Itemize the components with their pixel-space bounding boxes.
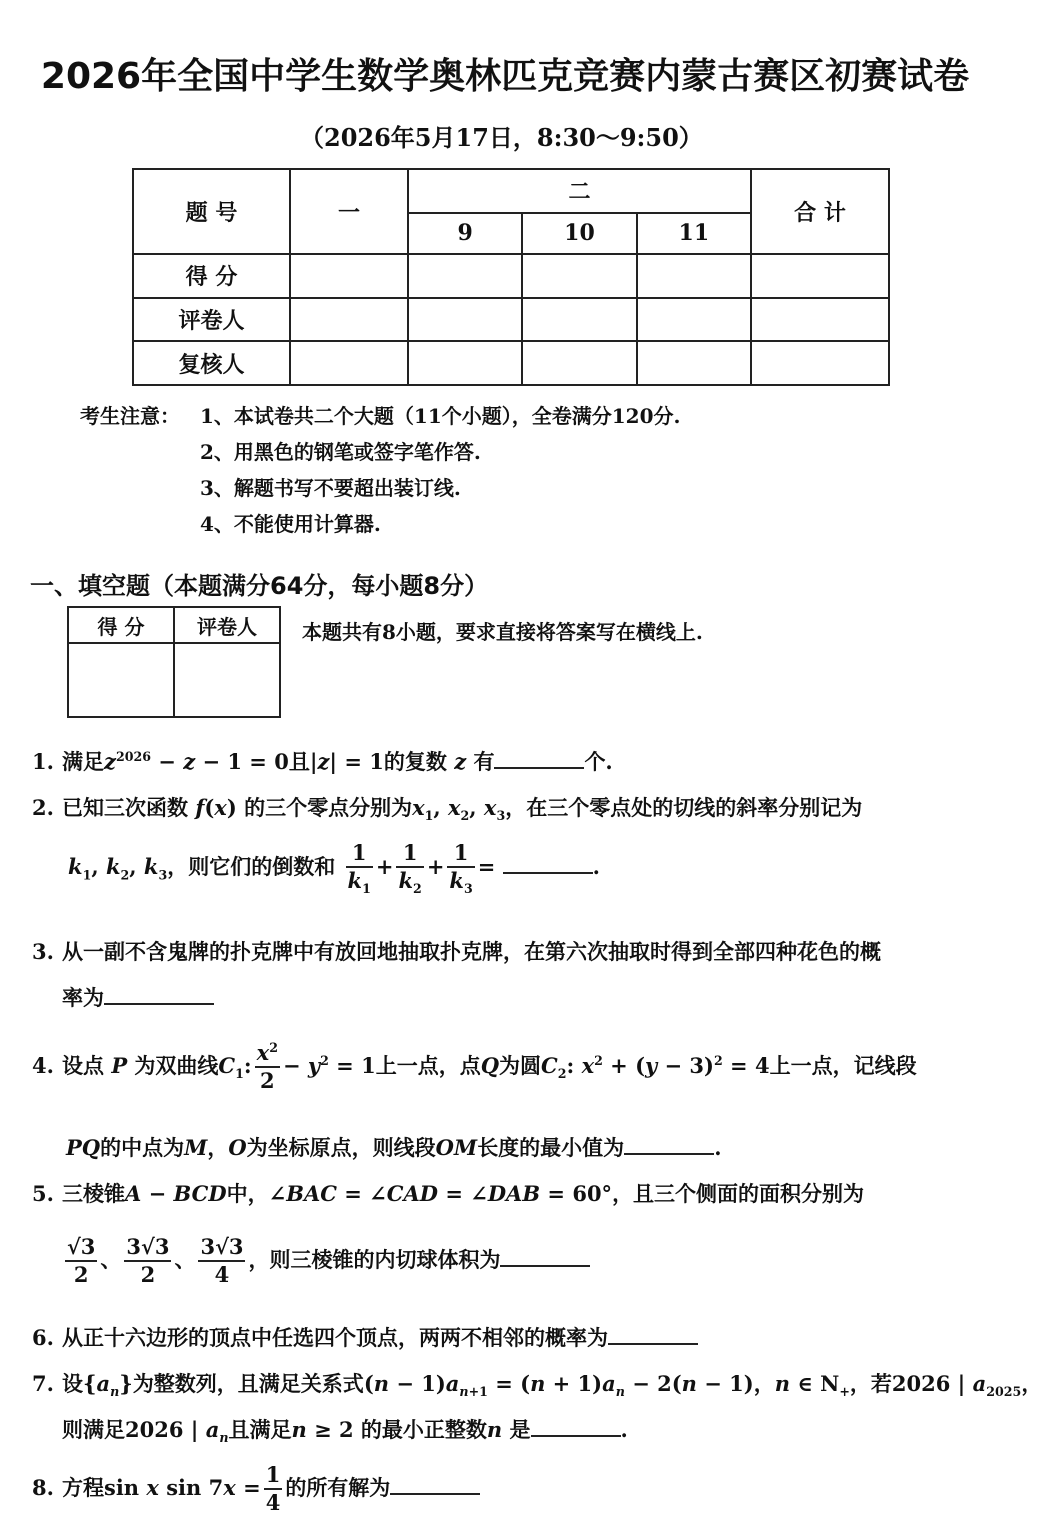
row-grader-label: 评卷人 (133, 298, 290, 342)
score-cell[interactable] (522, 254, 636, 298)
col-total-cell: 合 计 (751, 169, 889, 254)
sub-col-10: 10 (522, 213, 636, 254)
score-cell[interactable] (522, 341, 636, 385)
answer-blank[interactable] (624, 1132, 714, 1155)
small-grader-cell[interactable] (174, 643, 280, 717)
section-score-table (67, 606, 281, 718)
score-table (132, 168, 890, 386)
score-cell[interactable] (290, 254, 408, 298)
question-4: 4. 设点 P 为双曲线$C_1$: $\frac{x^2}{2}$ − $y^2 = 1$上一点，点Q为圆$C_2$: $x^2 + (y - 3)^2 = 4$上一点，记线段 (32, 1040, 917, 1094)
question-2: 2. 已知三次函数 f(x) 的三个零点分别为$x_1$, $x_2$, $x_3$，在三个零点处的切线的斜率分别记为 (32, 795, 863, 824)
score-cell[interactable] (290, 341, 408, 385)
row-reviewer-label: 复核人 (133, 341, 290, 385)
question-3: 3. 从一副不含鬼牌的扑克牌中有放回地抽取扑克牌，在第六次抽取时得到全部四种花色的概 (32, 939, 881, 964)
score-cell[interactable] (408, 341, 522, 385)
exam-title: 2026年全国中学生数学奥林匹克竞赛内蒙古赛区初赛试卷 (40, 56, 970, 97)
question-5: 5. 三棱锥A − BCD中，∠BAC = ∠CAD = ∠DAB = 60°，且三个侧面的面积分别为 (32, 1181, 865, 1206)
score-cell[interactable] (408, 298, 522, 342)
section-instruction: 本题共有8小题，要求直接将答案写在横线上. (302, 620, 703, 644)
section-title: 一、填空题（本题满分64分，每小题8分） (30, 572, 489, 600)
note-item: 1、本试卷共二个大题（11个小题），全卷满分120分. (200, 404, 681, 428)
question-6: 6. 从正十六边形的顶点中任选四个顶点，两两不相邻的概率为 (32, 1322, 698, 1352)
note-item: 3、解题书写不要超出装订线. (200, 476, 461, 500)
score-cell[interactable] (408, 254, 522, 298)
score-cell[interactable] (522, 298, 636, 342)
small-score-label: 得 分 (68, 607, 174, 643)
small-score-cell[interactable] (68, 643, 174, 717)
col-two-cell: 二 (408, 169, 751, 213)
question-2-cont: $k_1$, $k_2$, $k_3$，则它们的倒数和 $\frac{1}{k_1}$ + $\frac{1}{k_2}$ + $\frac{1}{k_3}$ = . (68, 840, 600, 897)
score-cell[interactable] (290, 298, 408, 342)
row-header-cell: 题 号 (133, 169, 290, 254)
score-cell[interactable] (637, 254, 751, 298)
question-7-cont: 则满足2026 | $a_n$且满足n ≥ 2 的最小正整数n 是 . (62, 1414, 628, 1445)
score-cell[interactable] (751, 254, 889, 298)
note-item: 4、不能使用计算器. (200, 512, 381, 536)
candidate-notes (80, 400, 680, 544)
question-3-cont: 率为 (62, 982, 214, 1012)
note-item: 2、用黑色的钢笔或签字笔作答. (200, 440, 481, 464)
col-one-cell: 一 (290, 169, 408, 254)
sub-col-11: 11 (637, 213, 751, 254)
small-grader-label: 评卷人 (174, 607, 280, 643)
answer-blank[interactable] (503, 851, 593, 874)
answer-blank[interactable] (494, 746, 584, 769)
question-5-cont: $\frac{√3}{2}$ 、 $\frac{3√3}{2}$ 、 $\frac{3√3}{4}$ ，则三棱锥的内切球体积为 (62, 1234, 590, 1289)
score-cell[interactable] (751, 341, 889, 385)
question-7: 7. 设$\{a_n\}$为整数列，且满足关系式$(n - 1)a_{n+1} = (n + 1)a_n - 2(n - 1)$，n ∈ $N_+$，若2026 | $a_{2025}$， (32, 1371, 1042, 1400)
answer-blank[interactable] (500, 1244, 590, 1267)
exam-time: （2026年5月17日，8:30～9:50） (300, 123, 703, 152)
notes-label: 考生注意： (80, 404, 180, 428)
score-cell[interactable] (637, 298, 751, 342)
answer-blank[interactable] (104, 982, 214, 1005)
question-4-cont: PQ的中点为M，O为坐标原点，则线段OM长度的最小值为 . (66, 1132, 722, 1162)
answer-blank[interactable] (531, 1414, 621, 1437)
answer-blank[interactable] (390, 1472, 480, 1495)
score-cell[interactable] (637, 341, 751, 385)
question-8: 8. 方程sin x sin 7x = $\frac{1}{4}$ 的所有解为 (32, 1462, 480, 1517)
question-1: 1. 满足$z^{2026} - z - 1 = 0$且|z| = 1的复数 z 有 个. (32, 746, 613, 776)
score-cell[interactable] (751, 298, 889, 342)
row-score-label: 得 分 (133, 254, 290, 298)
sub-col-9: 9 (408, 213, 522, 254)
answer-blank[interactable] (608, 1322, 698, 1345)
